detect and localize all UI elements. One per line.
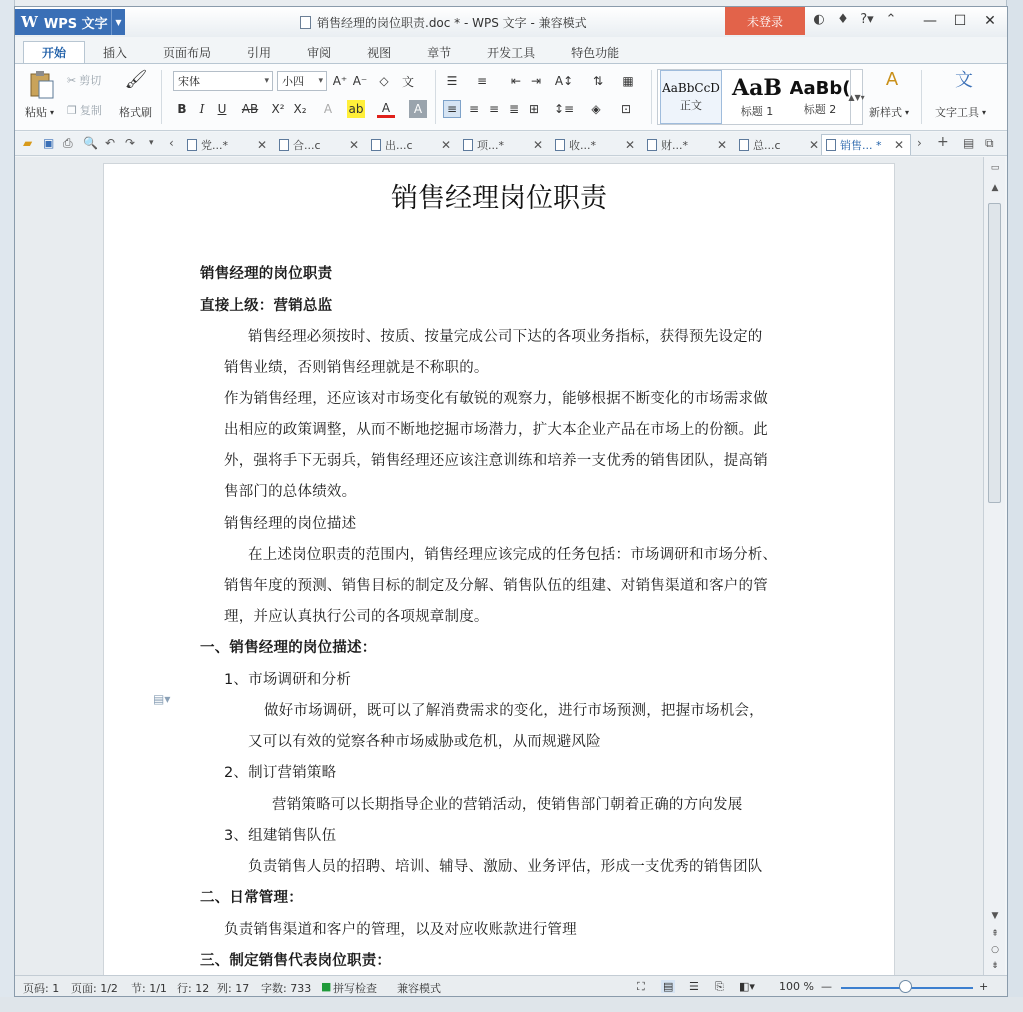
status-bar — [15, 975, 1007, 997]
doc-tab[interactable] — [551, 134, 641, 155]
background-desktop-right — [1006, 0, 1023, 1012]
subscript-icon[interactable]: X₂ — [293, 102, 307, 116]
document-workarea — [15, 157, 983, 975]
next-page-icon[interactable]: ⇟ — [991, 961, 999, 971]
tab-page-layout[interactable]: 页面布局 — [163, 45, 212, 60]
cut-button[interactable] — [67, 72, 101, 88]
sort-icon[interactable]: ⇅ — [592, 74, 604, 88]
maximize-icon[interactable]: ☐ — [953, 13, 967, 29]
format-painter-button[interactable] — [119, 104, 152, 120]
font-color-icon[interactable]: A — [377, 100, 395, 118]
style-name: 标题 2 — [803, 102, 837, 116]
new-tab-icon[interactable]: + — [937, 134, 949, 150]
doc-file-icon — [463, 139, 473, 151]
superscript-icon[interactable]: X² — [271, 102, 285, 116]
doc-line: 作为销售经理，还应该对市场变化有敏锐的观察力，能够根据不断变化的市场需求做 — [224, 391, 768, 407]
outline-view-icon[interactable]: ☰ — [689, 980, 699, 993]
status-page[interactable]: 页码: 1 — [23, 982, 60, 995]
style-heading-2[interactable] — [790, 70, 850, 124]
doc-file-icon — [279, 139, 289, 151]
paste-label: 粘贴 — [25, 106, 47, 119]
window-title-text: 销售经理的岗位职责.doc * - WPS 文字 - 兼容模式 — [317, 16, 587, 30]
doc-file-icon — [739, 139, 749, 151]
doc-line: 理，并应认真执行公司的各项规章制度。 — [224, 609, 489, 625]
shrink-font-icon[interactable]: A⁻ — [352, 74, 368, 88]
ribbon-divider — [921, 70, 922, 124]
status-spellcheck[interactable]: 拼写检查 — [333, 982, 377, 995]
help-icon[interactable]: ?▾ — [860, 12, 874, 27]
doc-line: 销售年度的预测、销售目标的制定及分解、销售队伍的组建、对销售渠道和客户的管 — [224, 578, 768, 594]
doc-line: 做好市场调研，既可以了解消费需求的变化，进行市场预测，把握市场机会， — [264, 703, 764, 719]
tab-close-icon[interactable]: ✕ — [348, 137, 359, 152]
tab-close-icon[interactable]: ✕ — [624, 137, 635, 152]
doc-tab-label: 收...* — [569, 138, 596, 152]
page-view-icon[interactable]: ▤ — [663, 980, 674, 993]
new-style-icon[interactable]: A — [885, 68, 899, 90]
doc-file-icon — [647, 139, 657, 151]
tab-close-icon[interactable]: ✕ — [893, 138, 904, 152]
login-button[interactable]: 未登录 — [725, 7, 805, 35]
doc-tab[interactable] — [459, 134, 549, 155]
doc-line: 三、制定销售代表岗位职责： — [200, 953, 392, 969]
char-shading-icon[interactable]: A — [409, 100, 427, 118]
wps-logo-icon: W — [21, 13, 38, 31]
tab-close-icon[interactable]: ✕ — [532, 137, 543, 152]
grow-font-icon[interactable]: A⁺ — [332, 74, 348, 88]
zoom-in-icon[interactable]: + — [979, 980, 989, 993]
styles-gallery — [657, 69, 863, 125]
pinyin-icon[interactable]: 文 — [401, 74, 414, 89]
shading-icon[interactable]: ◈ — [591, 102, 601, 116]
close-icon[interactable]: ✕ — [984, 13, 996, 29]
document-tabs-bar — [15, 132, 1007, 156]
doc-line: 营销策略可以长期指导企业的营销活动，使销售部门朝着正确的方向发展 — [272, 797, 743, 813]
vertical-scrollbar[interactable] — [983, 157, 1005, 975]
format-painter-label: 格式刷 — [119, 106, 152, 119]
decrease-indent-icon[interactable]: ⇤ — [510, 74, 522, 88]
copy-button[interactable] — [67, 102, 102, 118]
app-logo-text: WPS 文字 — [43, 16, 108, 32]
doc-tab[interactable] — [183, 134, 273, 155]
doc-tab-label: 合...c — [293, 138, 321, 152]
doc-tab[interactable] — [643, 134, 733, 155]
doc-line: 售部门的总体绩效。 — [224, 484, 357, 500]
doc-file-icon — [187, 139, 197, 151]
status-compat-mode: 兼容模式 — [397, 982, 441, 995]
doc-file-icon — [371, 139, 381, 151]
tabs-right-arrow-icon[interactable]: › — [917, 136, 922, 150]
tab-home[interactable]: 开始 — [23, 41, 85, 63]
doc-tab-label: 财...* — [661, 138, 688, 152]
doc-line: 又可以有效的觉察各种市场威胁或危机，从而规避风险 — [248, 734, 601, 750]
text-direction-icon[interactable]: A↕ — [554, 74, 574, 88]
fullscreen-icon[interactable]: ⛶ — [637, 980, 645, 993]
bullets-icon[interactable]: ☰ — [446, 74, 458, 88]
doc-line: 在上述岗位职责的范围内，销售经理应该完成的任务包括：市场调研和市场分析、 — [248, 547, 778, 563]
scroll-up-icon[interactable]: ▲ — [991, 183, 999, 193]
styles-scroll[interactable]: ▲▼▾ — [850, 70, 862, 124]
justify-icon[interactable]: ≣ — [508, 102, 520, 116]
wps-writer-window — [14, 6, 1008, 997]
doc-tab-label: 出...c — [385, 138, 413, 152]
style-name: 标题 1 — [740, 105, 774, 118]
style-preview: AaB — [732, 75, 782, 101]
reading-view-icon[interactable]: ◧▾ — [739, 980, 755, 993]
tab-special[interactable]: 特色功能 — [571, 45, 620, 60]
doc-tab-label: 总...c — [753, 138, 781, 152]
doc-tab[interactable] — [275, 134, 365, 155]
text-tools-icon[interactable]: 文 — [955, 70, 973, 91]
doc-line: 直接上级：营销总监 — [200, 298, 333, 314]
shirt-icon[interactable]: ♦ — [837, 12, 849, 27]
split-view-icon[interactable]: ▭ — [990, 163, 1000, 173]
strikethrough-icon[interactable]: AB — [241, 102, 259, 116]
redo-icon[interactable]: ↷ — [125, 136, 136, 150]
tab-developer[interactable]: 开发工具 — [487, 45, 536, 60]
distributed-icon[interactable]: ⊞ — [528, 102, 540, 116]
tab-close-icon[interactable]: ✕ — [808, 137, 819, 152]
style-preview: AaBb( — [790, 77, 850, 99]
document-icon — [300, 16, 311, 29]
tab-close-icon[interactable]: ✕ — [440, 137, 451, 152]
doc-line: 外，强将手下无弱兵，销售经理还应该注意训练和培养一支优秀的销售团队，提高销 — [224, 453, 768, 469]
doc-line: 销售经理的岗位职责 — [200, 266, 333, 282]
doc-file-icon — [555, 139, 565, 151]
font-name-select[interactable]: 宋体 ▾ — [173, 71, 273, 91]
tab-window-icon[interactable]: ⧉ — [985, 136, 994, 150]
underline-icon[interactable]: U — [217, 102, 227, 116]
tab-close-icon[interactable]: ✕ — [256, 137, 267, 152]
tab-list-icon[interactable]: ▤ — [963, 136, 975, 150]
copy-icon: ❐ — [67, 103, 77, 117]
doc-line: 销售经理的岗位描述 — [224, 516, 357, 532]
tab-references[interactable]: 引用 — [247, 45, 272, 60]
zoom-out-icon[interactable]: — — [821, 980, 832, 993]
tab-review[interactable]: 审阅 — [307, 45, 332, 60]
zoom-slider-thumb[interactable] — [899, 980, 912, 993]
open-icon[interactable]: ▰ — [23, 136, 33, 150]
status-col[interactable]: 列: 17 — [217, 982, 250, 995]
align-left-icon[interactable]: ≡ — [443, 100, 461, 118]
scroll-down-icon[interactable]: ▼ — [991, 911, 999, 921]
copy-label: 复制 — [79, 104, 102, 117]
select-browse-icon[interactable]: ○ — [991, 945, 999, 955]
prev-page-icon[interactable]: ⇞ — [991, 929, 999, 939]
minimize-icon[interactable]: — — [923, 13, 937, 29]
new-style-label: 新样式 — [869, 106, 902, 119]
table-icon[interactable]: ▦ — [622, 74, 634, 88]
border-icon[interactable]: ⊡ — [620, 102, 632, 116]
paste-button[interactable]: 粘贴 ▾ — [25, 106, 55, 119]
format-painter-icon[interactable]: 🖌 — [124, 68, 148, 90]
tab-view[interactable]: 视图 — [367, 45, 392, 60]
tabs-left-arrow-icon[interactable]: ‹ — [169, 136, 174, 150]
status-pages[interactable]: 页面: 1/2 — [71, 982, 118, 995]
doc-line: 负责销售渠道和客户的管理，以及对应收账款进行管理 — [224, 922, 577, 938]
doc-line: 一、销售经理的岗位描述： — [200, 640, 377, 656]
doc-line: 1、市场调研和分析 — [224, 672, 352, 688]
tab-close-icon[interactable]: ✕ — [716, 137, 727, 152]
skin-icon[interactable]: ◐ — [813, 12, 825, 27]
doc-tab[interactable] — [367, 134, 457, 155]
doc-file-icon — [826, 139, 836, 151]
ribbon-divider — [161, 70, 162, 124]
style-preview: AaBbCcD — [662, 81, 720, 95]
doc-line: 销售经理必须按时、按质、按量完成公司下达的各项业务指标，获得预先设定的 — [248, 329, 763, 345]
tab-insert[interactable]: 插入 — [103, 45, 128, 60]
doc-line: 2、制订营销策略 — [224, 765, 337, 781]
web-view-icon[interactable]: ⎘ — [715, 980, 724, 993]
numbering-icon[interactable]: ≡ — [476, 74, 488, 88]
doc-tab-label: 销售... * — [840, 139, 882, 152]
document-title: 销售经理岗位职责 — [391, 183, 607, 214]
italic-icon[interactable]: I — [199, 102, 205, 116]
spellcheck-icon: ■ — [321, 980, 332, 993]
ribbon-divider — [651, 70, 652, 124]
doc-line: 出相应的政策调整，从而不断地挖掘市场潜力，扩大本企业产品在市场上的份额。此 — [224, 422, 768, 438]
background-desktop-bottom — [0, 997, 1023, 1012]
title-bar — [15, 7, 1007, 37]
scissors-icon: ✂ — [67, 73, 77, 87]
chevron-down-icon[interactable]: ▼ — [111, 9, 125, 35]
doc-line: 负责销售人员的招聘、培训、辅导、激励、业务评估，形成一支优秀的销售团队 — [248, 859, 763, 875]
text-tools-label: 文字工具 — [935, 106, 979, 119]
style-heading-1[interactable] — [726, 70, 788, 124]
status-word-count[interactable]: 字数: 733 — [261, 982, 312, 995]
font-size-select[interactable]: 小四 ▾ — [277, 71, 327, 91]
text-tools-button[interactable]: 文字工具 ▾ — [935, 106, 987, 119]
tab-chapter[interactable]: 章节 — [427, 45, 452, 60]
scrollbar-thumb[interactable] — [988, 203, 1001, 503]
ribbon-divider — [435, 70, 436, 124]
doc-line: 二、日常管理： — [200, 890, 303, 906]
undo-icon[interactable]: ↶ — [105, 136, 116, 150]
new-style-button[interactable]: 新样式 ▾ — [869, 106, 910, 119]
status-row[interactable]: 行: 12 — [177, 982, 210, 995]
ribbon-home — [15, 63, 1007, 131]
document-page[interactable] — [103, 163, 895, 975]
quick-access-menu-icon[interactable]: ▾ — [149, 138, 154, 148]
highlight-icon[interactable]: ab — [348, 102, 364, 116]
print-preview-icon[interactable]: 🔍 — [83, 136, 98, 150]
doc-line: 3、组建销售队伍 — [224, 828, 337, 844]
save-icon[interactable]: ▣ — [43, 136, 55, 150]
collapse-ribbon-icon[interactable]: ⌃ — [885, 12, 897, 27]
align-right-icon[interactable]: ≡ — [488, 102, 500, 116]
paragraph-mark-icon[interactable]: ▤▾ — [153, 692, 171, 706]
window-title — [300, 14, 587, 31]
cut-label: 剪切 — [79, 74, 102, 87]
doc-line: 销售业绩，否则销售经理就是不称职的。 — [224, 360, 489, 376]
status-section[interactable]: 节: 1/1 — [131, 982, 167, 995]
style-name: 正文 — [680, 99, 702, 112]
text-effect-icon[interactable]: A — [323, 102, 333, 116]
app-menu-button[interactable] — [15, 9, 125, 35]
paste-icon[interactable] — [25, 70, 59, 100]
doc-tab-label: 党...* — [201, 138, 228, 152]
doc-tab-active[interactable] — [821, 134, 911, 155]
style-normal[interactable] — [660, 70, 722, 124]
background-desktop-left — [0, 0, 15, 1012]
doc-tab-label: 项...* — [477, 138, 504, 152]
bold-icon[interactable]: B — [177, 102, 187, 116]
doc-tab[interactable] — [735, 134, 825, 155]
clear-format-icon[interactable]: ◇ — [379, 74, 389, 88]
line-spacing-icon[interactable]: ↕≡ — [553, 102, 575, 116]
increase-indent-icon[interactable]: ⇥ — [530, 74, 542, 88]
zoom-level[interactable]: 100 % — [779, 980, 814, 993]
ribbon-tabs — [15, 39, 1007, 63]
print-icon[interactable]: ⎙ — [63, 136, 73, 150]
align-center-icon[interactable]: ≡ — [468, 102, 480, 116]
